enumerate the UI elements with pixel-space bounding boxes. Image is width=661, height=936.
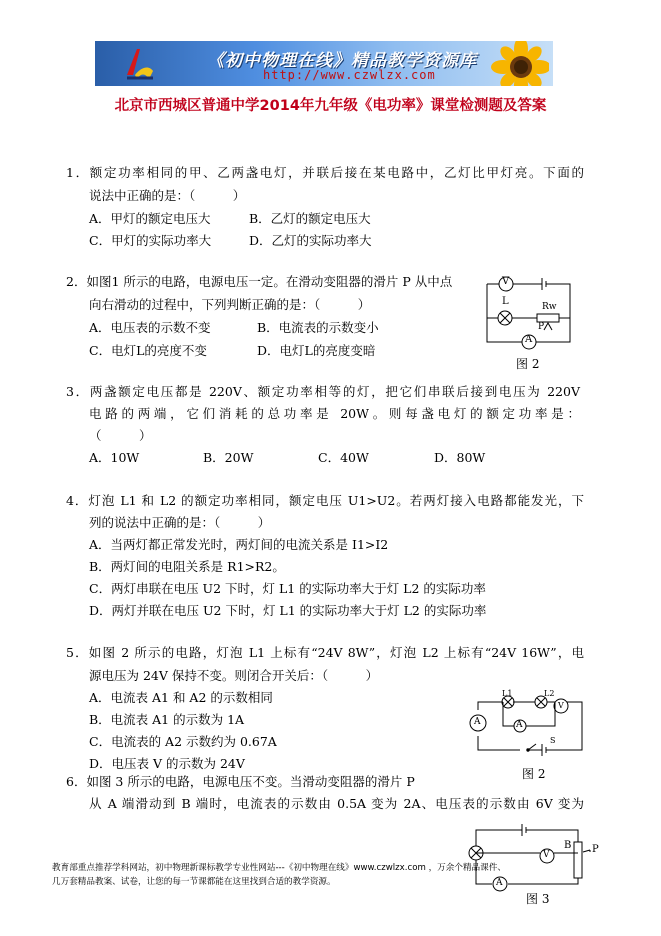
q4-option-b: B．两灯间的电阻关系是 R1>R2。 (89, 559, 285, 574)
q3-option-c: C．40W (318, 450, 369, 465)
fig-q6-caption: 图 3 (526, 892, 550, 906)
fig-q5-label-a2: A (516, 720, 523, 730)
q3-option-a: A．10W (89, 450, 140, 465)
q5-line1: 5．如图 2 所示的电路，灯泡 L1 上标有“24V 8W”，灯泡 L2 上标有“24V 16W”，电 (66, 645, 584, 660)
fig-q6-label-b: B (564, 840, 572, 851)
q4-option-d: D．两灯并联在电压 U2 下时，灯 L1 的实际功率大于灯 L2 的实际功率 (89, 603, 487, 618)
fig-q6-label-p: P (592, 844, 599, 855)
fig-q5-caption: 图 2 (522, 767, 546, 781)
fig-q2-label-a: A (525, 334, 533, 345)
q3-line3: （ ） (89, 428, 152, 443)
fig-q2-label-l: L (502, 296, 509, 307)
q1-option-d: D．乙灯的实际功率大 (249, 233, 372, 248)
sunflower-icon (481, 41, 549, 86)
fig-q2-label-v: V (502, 276, 510, 287)
q5-option-c: C．电流表的 A2 示数约为 0.67A (89, 734, 277, 749)
q4-option-c: C．两灯串联在电压 U2 下时，灯 L1 的实际功率大于灯 L2 的实际功率 (89, 581, 486, 596)
logo-icon (123, 45, 157, 83)
footer-line2: 几万套精品教案、试卷，让您的每一节课都能在这里找到合适的教学资源。 (52, 877, 336, 887)
fig-q5-label-v: V (558, 701, 564, 710)
q1-option-a: A．甲灯的额定电压大 (89, 211, 211, 226)
q1-line1: 1．额定功率相同的甲、乙两盏电灯，并联后接在某电路中，乙灯比甲灯亮。下面的 (66, 165, 584, 180)
q6-line1: 6．如图 3 所示的电路，电源电压不变。当滑动变阻器的滑片 P (66, 774, 415, 789)
q2-option-a: A．电压表的示数不变 (89, 320, 211, 335)
q5-line2: 源电压为 24V 保持不变。则闭合开关后：（ ） (89, 668, 379, 683)
q5-option-a: A．电流表 A1 和 A2 的示数相同 (89, 690, 273, 705)
fig-q6-label-a: A (496, 878, 503, 888)
q3-line2: 电路的两端，它们消耗的总功率是 20W。则每盏电灯的额定功率是： (89, 406, 580, 421)
fig-q5-label-a1: A (474, 717, 481, 727)
q3-option-d: D．80W (434, 450, 486, 465)
document-title: 北京市西城区普通中学2014年九年级《电功率》课堂检测题及答案 (114, 98, 547, 114)
q3-option-b: B．20W (203, 450, 254, 465)
circuit-figure-q2 (482, 270, 577, 352)
q1-line2: 说法中正确的是：（ ） (89, 188, 246, 203)
q2-option-d: D．电灯L的亮度变暗 (257, 343, 376, 358)
q2-option-b: B．电流表的示数变小 (257, 320, 379, 335)
q6-line2: 从 A 端滑动到 B 端时，电流表的示数由 0.5A 变为 2A、电压表的示数由 6V 变为 (89, 796, 584, 811)
fig-q2-label-p: P (538, 322, 545, 332)
banner-title: 《初中物理在线》精品教学资源库 (207, 51, 477, 71)
header-banner (95, 41, 553, 86)
q1-option-c: C．甲灯的实际功率大 (89, 233, 212, 248)
q2-option-c: C．电灯L的亮度不变 (89, 343, 207, 358)
circuit-figure-q5 (462, 690, 587, 762)
fig-q2-label-rw: Rw (542, 302, 557, 312)
fig-q5-label-l1: L1 (502, 689, 513, 698)
banner-url: http://www.czwlzx.com (263, 68, 436, 82)
q5-option-b: B．电流表 A1 的示数为 1A (89, 712, 245, 727)
fig-q5-label-s: S (550, 736, 556, 745)
q3-line1: 3．两盏额定电压都是 220V、额定功率相等的灯，把它们串联后接到电压为 220V (66, 384, 580, 399)
q2-line2: 向右滑动的过程中，下列判断正确的是：（ ） (89, 297, 371, 312)
q4-line1: 4．灯泡 L1 和 L2 的额定功率相同，额定电压 U1>U2。若两灯接入电路都能发光，下 (66, 493, 584, 508)
fig-q2-caption: 图 2 (516, 357, 540, 371)
q2-line1: 2．如图1 所示的电路，电源电压一定。在滑动变阻器的滑片 P 从中点 (66, 274, 453, 289)
q5-option-d: D．电压表 V 的示数为 24V (89, 756, 245, 771)
fig-q5-label-l2: L2 (544, 689, 555, 698)
footer-line1: 教育部重点推荐学科网站，初中物理新课标教学专业性网站---《初中物理在线》www.czwlzx.com ，万余个精品课件、 (52, 863, 506, 873)
fig-q6-label-v: V (543, 850, 550, 860)
q1-option-b: B．乙灯的额定电压大 (249, 211, 371, 226)
q4-line2: 列的说法中正确的是：（ ） (89, 515, 271, 530)
q4-option-a: A．当两灯都正常发光时，两灯间的电流关系是 I1>I2 (89, 537, 389, 552)
